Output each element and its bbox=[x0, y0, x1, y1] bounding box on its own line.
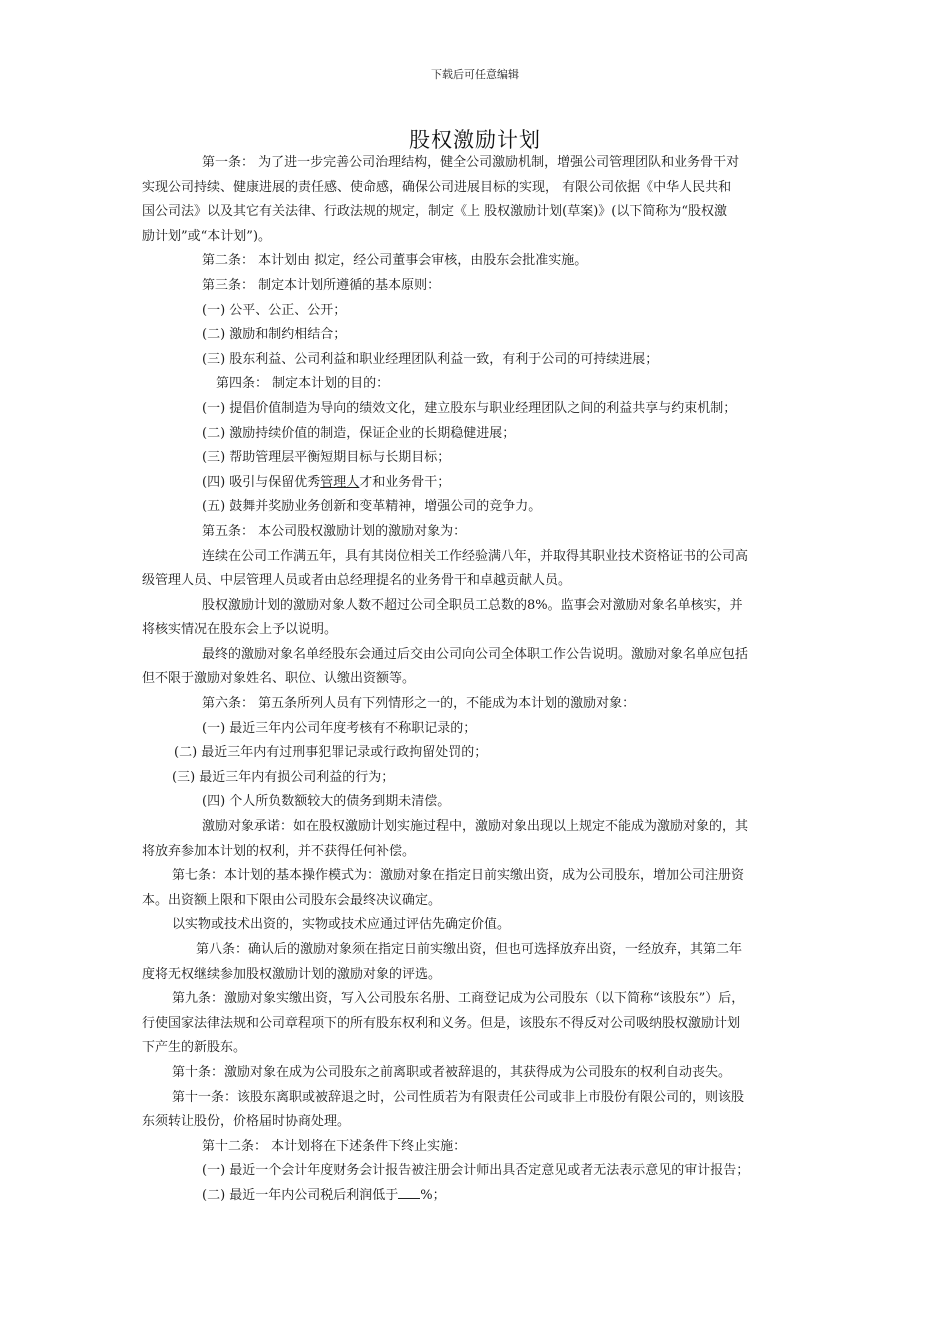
paragraph-line: 东须转让股份，价格届时协商处理。 bbox=[142, 1114, 351, 1130]
paragraph-line: (二) 激励持续价值的制造，保证企业的长期稳健进展； bbox=[202, 425, 516, 441]
paragraph-line: (一) 公平、公正、公开； bbox=[202, 302, 347, 318]
paragraph-line: (三) 最近三年内有损公司利益的行为； bbox=[172, 769, 395, 785]
paragraph-line bbox=[142, 471, 812, 496]
header-note: 下载后可任意编辑 bbox=[431, 68, 519, 81]
paragraph-line: 第十二条： 本计划将在下述条件下终止实施： bbox=[202, 1138, 467, 1154]
line-text: (二) 最近一年内公司税后利润低于 bbox=[202, 1187, 399, 1203]
line-text: (四) 吸引与保留优秀 bbox=[202, 474, 321, 490]
paragraph-line: 但不限于激励对象姓名、职位、认缴出资额等。 bbox=[142, 671, 416, 687]
paragraph-line: 第五条： 本公司股权激励计划的激励对象为： bbox=[202, 523, 467, 539]
paragraph-line: (二) 最近三年内有过刑事犯罪记录或行政拘留处罚的； bbox=[174, 745, 488, 761]
paragraph-line: 励计划”或“本计划”)。 bbox=[142, 228, 272, 244]
paragraph-line: 最终的激励对象名单经股东会通过后交由公司向公司全体职工作公告说明。激励对象名单应包括 bbox=[202, 646, 749, 662]
paragraph-line: 国公司法》以及其它有关法律、行政法规的规定，制定《上 股权激励计划(草案)》(以下简称为“股权激 bbox=[142, 204, 727, 220]
paragraph-line: 第二条： 本计划由 拟定，经公司董事会审核，由股东会批准实施。 bbox=[202, 253, 588, 269]
paragraph-line: 将放弃参加本计划的权利，并不获得任何补偿。 bbox=[142, 843, 416, 859]
paragraph-line: 连续在公司工作满五年，具有其岗位相关工作经验满八年，并取得其职业技术资格证书的公司高 bbox=[202, 548, 749, 564]
paragraph-line: (一) 提倡价值制造为导向的绩效文化，建立股东与职业经理团队之间的利益共享与约束机制； bbox=[202, 400, 737, 416]
document-body bbox=[142, 151, 812, 1209]
paragraph-line: (二) 激励和制约相结合； bbox=[202, 327, 347, 343]
paragraph-line: 本。出资额上限和下限由公司股东会最终决议确定。 bbox=[142, 892, 442, 908]
paragraph-line: 第四条： 制定本计划的目的： bbox=[216, 376, 390, 392]
paragraph-line: 实现公司持续、健康进展的责任感、使命感，确保公司进展目标的实现， 有限公司依据《中华人民共和 bbox=[142, 179, 732, 195]
paragraph-line: 第十条：激励对象在成为公司股东之前离职或者被辞退的，其获得成为公司股东的权利自动丧失。 bbox=[172, 1064, 732, 1080]
paragraph-line: (一) 最近三年内公司年度考核有不称职记录的； bbox=[202, 720, 477, 736]
paragraph-line: 股权激励计划的激励对象人数不超过公司全职员工总数的8%。监事会对激励对象名单核实，并 bbox=[202, 597, 743, 613]
paragraph-line: 第一条： 为了进一步完善公司治理结构，健全公司激励机制，增强公司管理团队和业务骨干对 bbox=[202, 155, 740, 170]
paragraph-line: 下产生的新股东。 bbox=[142, 1040, 247, 1056]
line-text: 才和业务骨干； bbox=[359, 474, 451, 490]
paragraph-line: 第七条：本计划的基本操作模式为：激励对象在指定日前实缴出资，成为公司股东，增加公司注册资 bbox=[172, 868, 745, 884]
fill-in-blank bbox=[398, 1186, 420, 1199]
paragraph-line: (三) 帮助管理层平衡短期目标与长期目标； bbox=[202, 450, 451, 466]
document-title: 股权激励计划 bbox=[409, 128, 541, 152]
paragraph-line: (三) 股东利益、公司利益和职业经理团队利益一致，有利于公司的可持续进展； bbox=[202, 351, 659, 367]
paragraph-line: 度将无权继续参加股权激励计划的激励对象的评选。 bbox=[142, 966, 442, 982]
paragraph-line: (一) 最近一个会计年度财务会计报告被注册会计师出具否定意见或者无法表示意见的审计报告； bbox=[202, 1163, 750, 1179]
paragraph-line: 将核实情况在股东会上予以说明。 bbox=[142, 622, 338, 638]
paragraph-line: 第九条：激励对象实缴出资，写入公司股东名册、工商登记成为公司股东（以下简称“该股东”）后， bbox=[172, 991, 745, 1007]
paragraph-line: 行使国家法律法规和公司章程项下的所有股东权利和义务。但是，该股东不得反对公司吸纳股权激励计划 bbox=[142, 1015, 741, 1031]
paragraph-line: 第六条： 第五条所列人员有下列情形之一的，不能成为本计划的激励对象： bbox=[202, 696, 636, 712]
paragraph-line: 第八条：确认后的激励对象须在指定日前实缴出资，但也可选择放弃出资，一经放弃，其第二年 bbox=[196, 942, 743, 957]
paragraph-line: 激励对象承诺：如在股权激励计划实施过程中，激励对象出现以上规定不能成为激励对象的，其 bbox=[202, 819, 749, 835]
underlined-text: 管理人 bbox=[320, 474, 360, 490]
paragraph-line: 第三条： 制定本计划所遵循的基本原则： bbox=[202, 277, 441, 293]
paragraph-line: 级管理人员、中层管理人员或者由总经理提名的业务骨干和卓越贡献人员。 bbox=[142, 573, 572, 589]
paragraph-line: (五) 鼓舞并奖励业务创新和变革精神，增强公司的竞争力。 bbox=[202, 499, 542, 515]
paragraph-line bbox=[142, 1184, 812, 1209]
line-text: %； bbox=[420, 1187, 446, 1203]
paragraph-line: 第十一条：该股东离职或被辞退之时，公司性质若为有限责任公司或非上市股份有限公司的，则该股 bbox=[172, 1089, 745, 1105]
paragraph-line: (四) 个人所负数额较大的债务到期未清偿。 bbox=[202, 794, 451, 810]
paragraph-line: 以实物或技术出资的，实物或技术应通过评估先确定价值。 bbox=[172, 917, 511, 933]
